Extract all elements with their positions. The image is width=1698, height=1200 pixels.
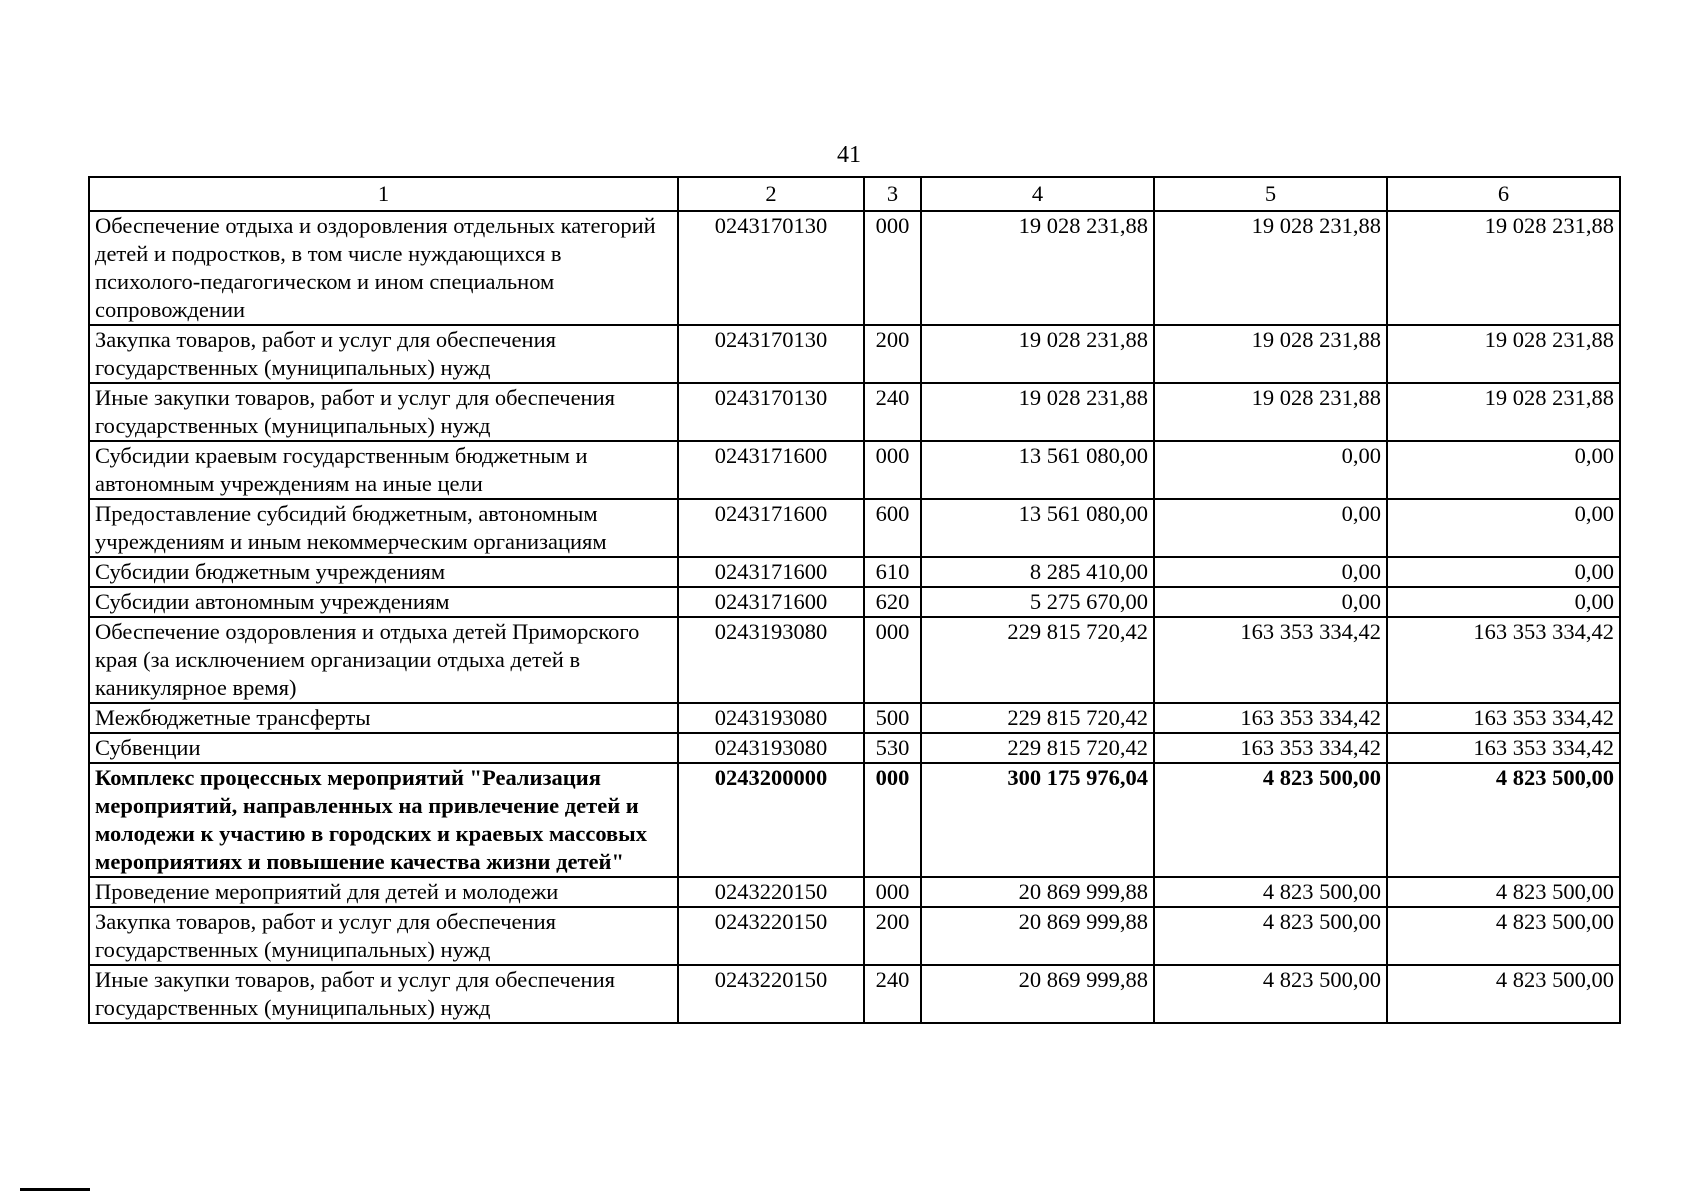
header-col-6: 6 [1387,177,1620,211]
table-row [89,383,1620,441]
table-row [89,733,1620,763]
scan-edge-mark [20,1188,90,1191]
table-row-section-total [89,763,1620,877]
row-code: 0243171600 [678,499,864,557]
row-value-col4: 5 275 670,00 [921,587,1154,617]
row-expense-type: 530 [864,733,921,763]
row-expense-type: 000 [864,877,921,907]
row-name: Иные закупки товаров, работ и услуг для обеспечения государственных (муниципальных) нужд [89,965,678,1023]
row-value-col5: 0,00 [1154,557,1387,587]
row-expense-type: 620 [864,587,921,617]
row-value-col4: 20 869 999,88 [921,965,1154,1023]
row-value-col5: 163 353 334,42 [1154,733,1387,763]
row-value-col5: 4 823 500,00 [1154,763,1387,877]
row-value-col5: 4 823 500,00 [1154,907,1387,965]
table-row [89,907,1620,965]
row-value-col5: 19 028 231,88 [1154,211,1387,325]
row-expense-type: 600 [864,499,921,557]
row-name: Субсидии бюджетным учреждениям [89,557,678,587]
row-value-col6: 0,00 [1387,557,1620,587]
row-value-col5: 163 353 334,42 [1154,617,1387,703]
row-value-col6: 4 823 500,00 [1387,877,1620,907]
table-row [89,587,1620,617]
row-expense-type: 500 [864,703,921,733]
row-name: Закупка товаров, работ и услуг для обеспечения государственных (муниципальных) нужд [89,325,678,383]
row-code: 0243171600 [678,587,864,617]
row-value-col6: 163 353 334,42 [1387,703,1620,733]
row-expense-type: 200 [864,325,921,383]
row-expense-type: 240 [864,383,921,441]
row-value-col5: 19 028 231,88 [1154,383,1387,441]
header-col-5: 5 [1154,177,1387,211]
row-name: Субсидии краевым государственным бюджетным и автономным учреждениям на иные цели [89,441,678,499]
row-code: 0243171600 [678,441,864,499]
table-row [89,499,1620,557]
row-value-col4: 20 869 999,88 [921,877,1154,907]
row-value-col4: 8 285 410,00 [921,557,1154,587]
row-value-col4: 13 561 080,00 [921,499,1154,557]
row-expense-type: 000 [864,763,921,877]
row-value-col5: 19 028 231,88 [1154,325,1387,383]
row-value-col6: 163 353 334,42 [1387,733,1620,763]
row-value-col5: 0,00 [1154,587,1387,617]
row-value-col5: 163 353 334,42 [1154,703,1387,733]
row-name: Проведение мероприятий для детей и молодежи [89,877,678,907]
page-number: 41 [837,142,861,168]
table-row [89,325,1620,383]
row-value-col4: 19 028 231,88 [921,325,1154,383]
row-code: 0243193080 [678,617,864,703]
row-name: Предоставление субсидий бюджетным, автономным учреждениям и иным некоммерческим организациям [89,499,678,557]
row-value-col4: 229 815 720,42 [921,703,1154,733]
table-row [89,965,1620,1023]
row-value-col6: 4 823 500,00 [1387,965,1620,1023]
row-code: 0243200000 [678,763,864,877]
row-value-col6: 0,00 [1387,587,1620,617]
row-code: 0243193080 [678,703,864,733]
row-name: Межбюджетные трансферты [89,703,678,733]
row-value-col4: 19 028 231,88 [921,383,1154,441]
header-col-4: 4 [921,177,1154,211]
row-value-col4: 300 175 976,04 [921,763,1154,877]
row-value-col6: 0,00 [1387,441,1620,499]
row-value-col5: 0,00 [1154,441,1387,499]
table-row [89,617,1620,703]
row-code: 0243170130 [678,325,864,383]
row-code: 0243170130 [678,383,864,441]
budget-table [88,176,1621,1024]
row-value-col4: 229 815 720,42 [921,617,1154,703]
row-value-col4: 13 561 080,00 [921,441,1154,499]
row-code: 0243220150 [678,877,864,907]
row-code: 0243220150 [678,907,864,965]
header-col-1: 1 [89,177,678,211]
row-value-col6: 4 823 500,00 [1387,763,1620,877]
table-row [89,877,1620,907]
row-name: Обеспечение отдыха и оздоровления отдельных категорий детей и подростков, в том числе нуждающихся в психолого-педагогическом и ином специальном сопровождении [89,211,678,325]
table-row [89,441,1620,499]
row-value-col5: 0,00 [1154,499,1387,557]
row-value-col5: 4 823 500,00 [1154,877,1387,907]
row-code: 0243193080 [678,733,864,763]
row-value-col5: 4 823 500,00 [1154,965,1387,1023]
row-value-col6: 4 823 500,00 [1387,907,1620,965]
row-value-col4: 229 815 720,42 [921,733,1154,763]
row-name: Закупка товаров, работ и услуг для обеспечения государственных (муниципальных) нужд [89,907,678,965]
row-code: 0243171600 [678,557,864,587]
table-row [89,557,1620,587]
table-row [89,211,1620,325]
row-expense-type: 200 [864,907,921,965]
row-name: Субсидии автономным учреждениям [89,587,678,617]
row-expense-type: 000 [864,617,921,703]
row-value-col4: 19 028 231,88 [921,211,1154,325]
row-expense-type: 240 [864,965,921,1023]
row-value-col6: 163 353 334,42 [1387,617,1620,703]
row-expense-type: 000 [864,211,921,325]
row-name: Субвенции [89,733,678,763]
row-value-col6: 19 028 231,88 [1387,325,1620,383]
row-code: 0243170130 [678,211,864,325]
header-col-2: 2 [678,177,864,211]
row-name: Комплекс процессных мероприятий "Реализация мероприятий, направленных на привлечение детей и молодежи к участию в городских и краевых массовых мероприятиях и повышение качества жизни детей" [89,763,678,877]
row-name: Обеспечение оздоровления и отдыха детей Приморского края (за исключением организации отдыха детей в каникулярное время) [89,617,678,703]
table-header-row [89,177,1620,211]
row-code: 0243220150 [678,965,864,1023]
table-row [89,703,1620,733]
row-name: Иные закупки товаров, работ и услуг для обеспечения государственных (муниципальных) нужд [89,383,678,441]
row-expense-type: 000 [864,441,921,499]
row-value-col4: 20 869 999,88 [921,907,1154,965]
row-value-col6: 19 028 231,88 [1387,211,1620,325]
header-col-3: 3 [864,177,921,211]
row-value-col6: 19 028 231,88 [1387,383,1620,441]
row-expense-type: 610 [864,557,921,587]
row-value-col6: 0,00 [1387,499,1620,557]
